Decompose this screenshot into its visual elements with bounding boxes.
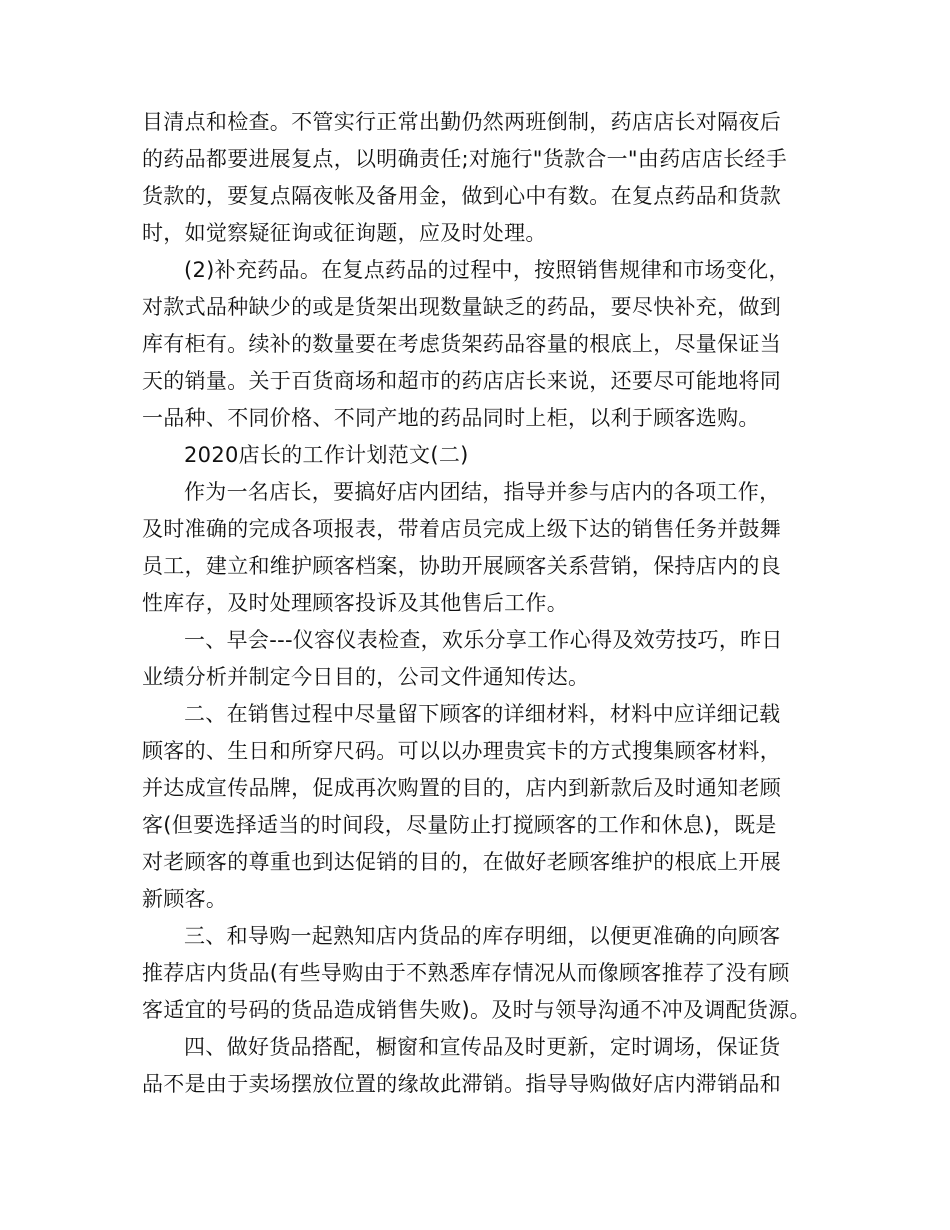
text-line: 货款的，要复点隔夜帐及备用金，做到心中有数。在复点药品和货款 (142, 184, 781, 208)
text-line: 库有柜有。续补的数量要在考虑货架药品容量的根底上，尽量保证当 (142, 332, 781, 356)
text-line: 的药品都要进展复点，以明确责任;对施行"货款合一"由药店店长经手 (142, 147, 787, 171)
text-line: 客适宜的号码的货品造成销售失败)。及时与领导沟通不冲及调配货源。 (142, 998, 811, 1022)
text-line: 天的销量。关于百货商场和超市的药店店长来说，还要尽可能地将同 (142, 369, 781, 393)
text-line: 客(但要选择适当的时间段，尽量防止打搅顾客的工作和休息)，既是 (142, 813, 777, 837)
text-line: 一、早会---仪容仪表检查，欢乐分享工作心得及效劳技巧，昨日 (184, 628, 783, 652)
text-line: 品不是由于卖场摆放位置的缘故此滞销。指导导购做好店内滞销品和 (142, 1072, 781, 1096)
text-line: 新顾客。 (142, 887, 228, 911)
text-line: (2)补充药品。在复点药品的过程中，按照销售规律和市场变化， (184, 258, 790, 282)
text-line: 性库存，及时处理顾客投诉及其他售后工作。 (142, 591, 568, 615)
text-line: 时，如觉察疑征询或征询题，应及时处理。 (142, 221, 547, 245)
text-line: 一品种、不同价格、不同产地的药品同时上柜，以利于顾客选购。 (142, 406, 760, 430)
text-line: 作为一名店长，要搞好店内团结，指导并参与店内的各项工作， (184, 480, 781, 504)
text-line: 及时准确的完成各项报表，带着店员完成上级下达的销售任务并鼓舞 (142, 517, 781, 541)
text-line: 业绩分析并制定今日目的，公司文件通知传达。 (142, 665, 590, 689)
text-line: 顾客的、生日和所穿尺码。可以以办理贵宾卡的方式搜集顾客材料， (142, 739, 781, 763)
text-line: 2020店长的工作计划范文(二) (184, 443, 469, 467)
text-line: 二、在销售过程中尽量留下顾客的详细材料，材料中应详细记载 (184, 702, 781, 726)
text-line: 对款式品种缺少的或是货架出现数量缺乏的药品，要尽快补充，做到 (142, 295, 781, 319)
text-line: 推荐店内货品(有些导购由于不熟悉库存情况从而像顾客推荐了没有顾 (142, 961, 790, 985)
document-body (142, 104, 811, 1103)
text-line: 四、做好货品搭配，橱窗和宣传品及时更新，定时调场，保证货 (184, 1035, 781, 1059)
text-line: 对老顾客的尊重也到达促销的目的，在做好老顾客维护的根底上开展 (142, 850, 781, 874)
text-line: 员工，建立和维护顾客档案，协助开展顾客关系营销，保持店内的良 (142, 554, 781, 578)
text-line: 目清点和检查。不管实行正常出勤仍然两班倒制，药店店长对隔夜后 (142, 110, 781, 134)
text-line: 三、和导购一起熟知店内货品的库存明细，以便更准确的向顾客 (184, 924, 781, 948)
text-line: 并达成宣传品牌，促成再次购置的目的，店内到新款后及时通知老顾 (142, 776, 781, 800)
